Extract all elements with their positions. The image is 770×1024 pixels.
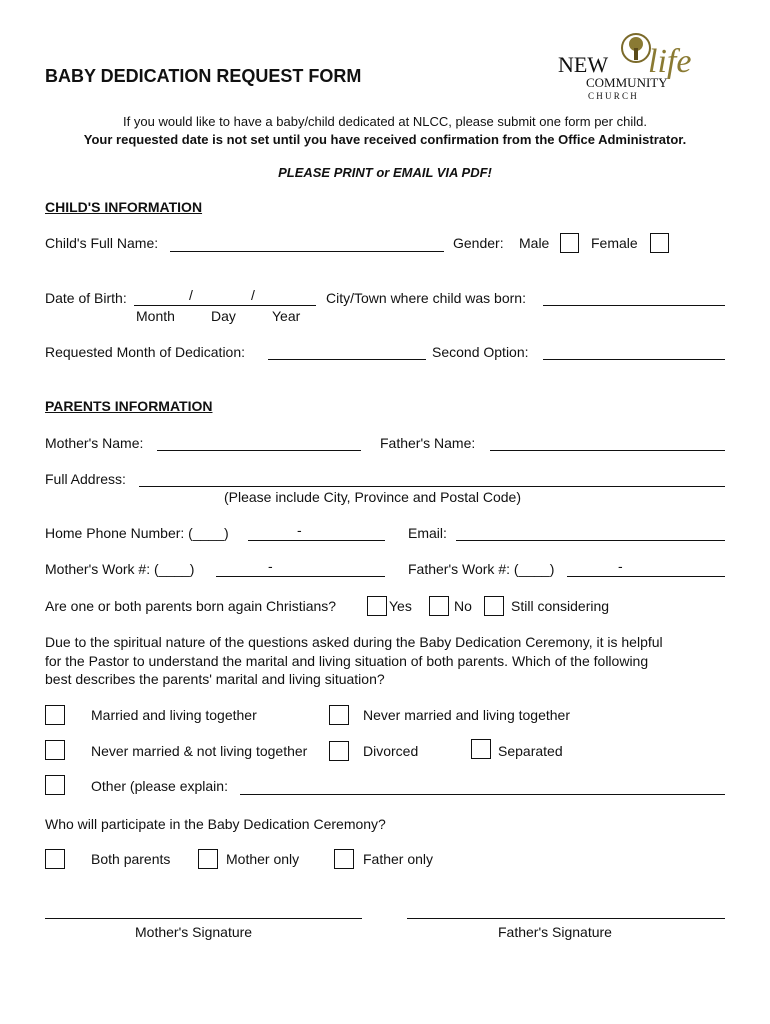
email-field[interactable] — [456, 540, 725, 541]
dob-separator-2: / — [251, 287, 255, 303]
requested-month-label: Requested Month of Dedication: — [45, 344, 246, 360]
mother-only-label: Mother only — [226, 851, 300, 867]
father-name-label: Father's Name: — [380, 435, 476, 451]
never-married-apart-label: Never married & not living together — [91, 743, 308, 759]
mother-signature-field[interactable] — [45, 918, 362, 919]
birth-city-field[interactable] — [543, 305, 725, 306]
male-label: Male — [519, 235, 550, 251]
dob-separator-1: / — [189, 287, 193, 303]
married-together-checkbox[interactable] — [45, 705, 65, 725]
separated-label: Separated — [498, 743, 563, 759]
both-parents-checkbox[interactable] — [45, 849, 65, 869]
female-checkbox[interactable] — [650, 233, 669, 253]
female-label: Female — [591, 235, 638, 251]
father-work-label: Father's Work #: (____) — [408, 561, 555, 577]
never-married-together-label: Never married and living together — [363, 707, 570, 723]
no-label: No — [454, 598, 472, 614]
both-parents-label: Both parents — [91, 851, 171, 867]
father-only-checkbox[interactable] — [334, 849, 354, 869]
mother-name-label: Mother's Name: — [45, 435, 144, 451]
dob-field[interactable] — [134, 305, 316, 306]
logo-community-text: COMMUNITY — [586, 75, 668, 90]
dob-day-label: Day — [211, 308, 236, 324]
home-phone-dash: - — [297, 522, 302, 538]
divorced-label: Divorced — [363, 743, 419, 759]
mother-work-label: Mother's Work #: (____) — [45, 561, 195, 577]
father-signature-field[interactable] — [407, 918, 725, 919]
participate-question: Who will participate in the Baby Dedication Ceremony? — [45, 816, 386, 832]
logo-life-text: life — [648, 43, 692, 80]
mother-only-checkbox[interactable] — [198, 849, 218, 869]
mother-work-dash: - — [268, 558, 273, 574]
male-checkbox[interactable] — [560, 233, 579, 253]
marital-paragraph-line-2: for the Pastor to understand the marital and living situation of both parents. Which of the following — [45, 653, 649, 669]
logo-new-text: NEW — [558, 52, 609, 77]
church-logo — [548, 30, 718, 102]
home-phone-label: Home Phone Number: (____) — [45, 525, 229, 541]
father-signature-label: Father's Signature — [498, 924, 612, 940]
parents-section-heading: PARENTS INFORMATION — [45, 398, 213, 414]
address-hint: (Please include City, Province and Postal Code) — [224, 489, 522, 505]
father-work-dash: - — [618, 558, 623, 574]
other-label: Other (please explain: — [91, 778, 228, 794]
child-name-label: Child's Full Name: — [45, 235, 159, 251]
other-checkbox[interactable] — [45, 775, 65, 795]
child-section-heading: CHILD'S INFORMATION — [45, 199, 203, 215]
marital-paragraph-line-1: Due to the spiritual nature of the questions asked during the Baby Dedication Ceremony, it is helpful — [45, 634, 663, 650]
never-married-together-checkbox[interactable] — [329, 705, 349, 725]
divorced-checkbox[interactable] — [329, 741, 349, 761]
address-label: Full Address: — [45, 471, 126, 487]
dob-month-label: Month — [136, 308, 175, 324]
dob-year-label: Year — [272, 308, 301, 324]
mother-work-field[interactable] — [216, 576, 385, 577]
never-married-apart-checkbox[interactable] — [45, 740, 65, 760]
still-considering-checkbox[interactable] — [484, 596, 504, 616]
dob-label: Date of Birth: — [45, 290, 127, 306]
intro-line-1: If you would like to have a baby/child dedicated at NLCC, please submit one form per child. — [123, 114, 647, 129]
father-work-field[interactable] — [567, 576, 725, 577]
child-name-field[interactable] — [170, 251, 444, 252]
other-explain-field[interactable] — [240, 794, 725, 795]
mother-signature-label: Mother's Signature — [135, 924, 253, 940]
married-together-label: Married and living together — [91, 707, 257, 723]
print-note: PLEASE PRINT or EMAIL VIA PDF! — [278, 165, 492, 180]
second-option-field[interactable] — [543, 359, 725, 360]
yes-checkbox[interactable] — [367, 596, 387, 616]
marital-paragraph-line-3: best describes the parents' marital and living situation? — [45, 671, 385, 687]
father-name-field[interactable] — [490, 450, 725, 451]
separated-checkbox[interactable] — [471, 739, 491, 759]
yes-label: Yes — [389, 598, 412, 614]
intro-line-2: Your requested date is not set until you have received confirmation from the Office Administrator. — [83, 132, 687, 147]
requested-month-field[interactable] — [268, 359, 426, 360]
still-considering-label: Still considering — [511, 598, 610, 614]
home-phone-field[interactable] — [248, 540, 385, 541]
address-field[interactable] — [139, 486, 725, 487]
gender-label: Gender: — [453, 235, 504, 251]
form-title: BABY DEDICATION REQUEST FORM — [45, 66, 362, 86]
second-option-label: Second Option: — [432, 344, 529, 360]
no-checkbox[interactable] — [429, 596, 449, 616]
logo-church-text: C H U R C H — [588, 91, 637, 101]
birth-city-label: City/Town where child was born: — [326, 290, 526, 306]
mother-name-field[interactable] — [157, 450, 361, 451]
father-only-label: Father only — [363, 851, 434, 867]
christian-question: Are one or both parents born again Christians? — [45, 598, 337, 614]
email-label: Email: — [408, 525, 447, 541]
